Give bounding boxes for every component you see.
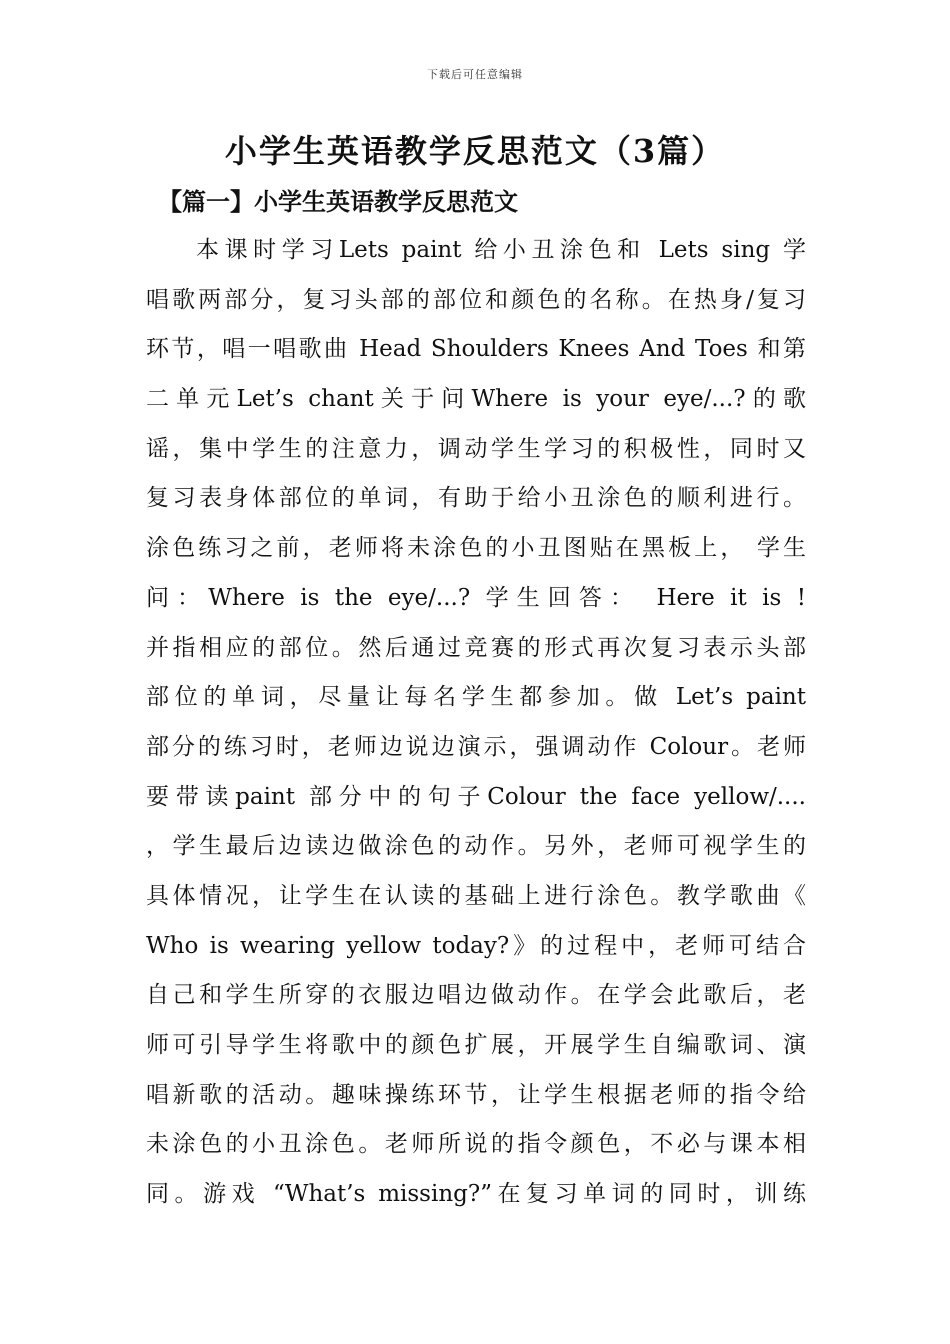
text-line: 复习表身体部位的单词，有助于给小丑涂色的顺利进行。 xyxy=(146,485,806,512)
text-line: 谣，集中学生的注意力，调动学生学习的积极性，同时又 xyxy=(146,435,806,462)
text-line: ，学生最后边读边做涂色的动作。另外，老师可视学生的 xyxy=(146,833,806,860)
text-line: 环节，唱一唱歌曲 Head Shoulders Knees And Toes 和第 xyxy=(146,336,806,363)
section-heading: 【篇一】小学生英语教学反思范文 xyxy=(158,187,518,216)
header-note: 下载后可任意编辑 xyxy=(427,68,523,81)
text-line: 唱新歌的活动。趣味操练环节，让学生根据老师的指令给 xyxy=(146,1081,806,1108)
text-line: 问：Where is the eye/...? 学生回答： Here it is ! xyxy=(146,584,806,611)
text-line: 涂色练习之前，老师将未涂色的小丑图贴在黑板上， 学生 xyxy=(146,535,806,562)
text-line: 具体情况，让学生在认读的基础上进行涂色。教学歌曲《 xyxy=(146,882,806,909)
text-line: 自己和学生所穿的衣服边唱边做动作。在学会此歌后，老 xyxy=(146,982,806,1009)
text-line: 同。游戏 “What’s missing?”在复习单词的同时，训练 xyxy=(146,1181,806,1208)
text-line: 要带读paint 部分中的句子Colour the face yellow/.... xyxy=(146,783,806,810)
text-line: Who is wearing yellow today?》的过程中，老师可结合 xyxy=(146,932,806,959)
text-line: 唱歌两部分，复习头部的部位和颜色的名称。在热身/复习 xyxy=(146,286,806,313)
document-title: 小学生英语教学反思范文（3篇） xyxy=(224,132,726,170)
body-paragraph xyxy=(146,232,806,1226)
text-line: 部分的练习时，老师边说边演示，强调动作 Colour。老师 xyxy=(146,733,806,760)
text-line: 未涂色的小丑涂色。老师所说的指令颜色，不必与课本相 xyxy=(146,1131,806,1158)
text-line: 二单元Let’s chant关于问Where is your eye/...?的歌 xyxy=(146,386,806,413)
text-line: 并指相应的部位。然后通过竞赛的形式再次复习表示头部 xyxy=(146,634,806,661)
text-line: 部位的单词，尽量让每名学生都参加。做 Let’s paint xyxy=(146,684,806,711)
text-line: 本课时学习Lets paint 给小丑涂色和 Lets sing 学 xyxy=(196,237,806,263)
text-line: 师可引导学生将歌中的颜色扩展，开展学生自编歌词、演 xyxy=(146,1032,806,1058)
